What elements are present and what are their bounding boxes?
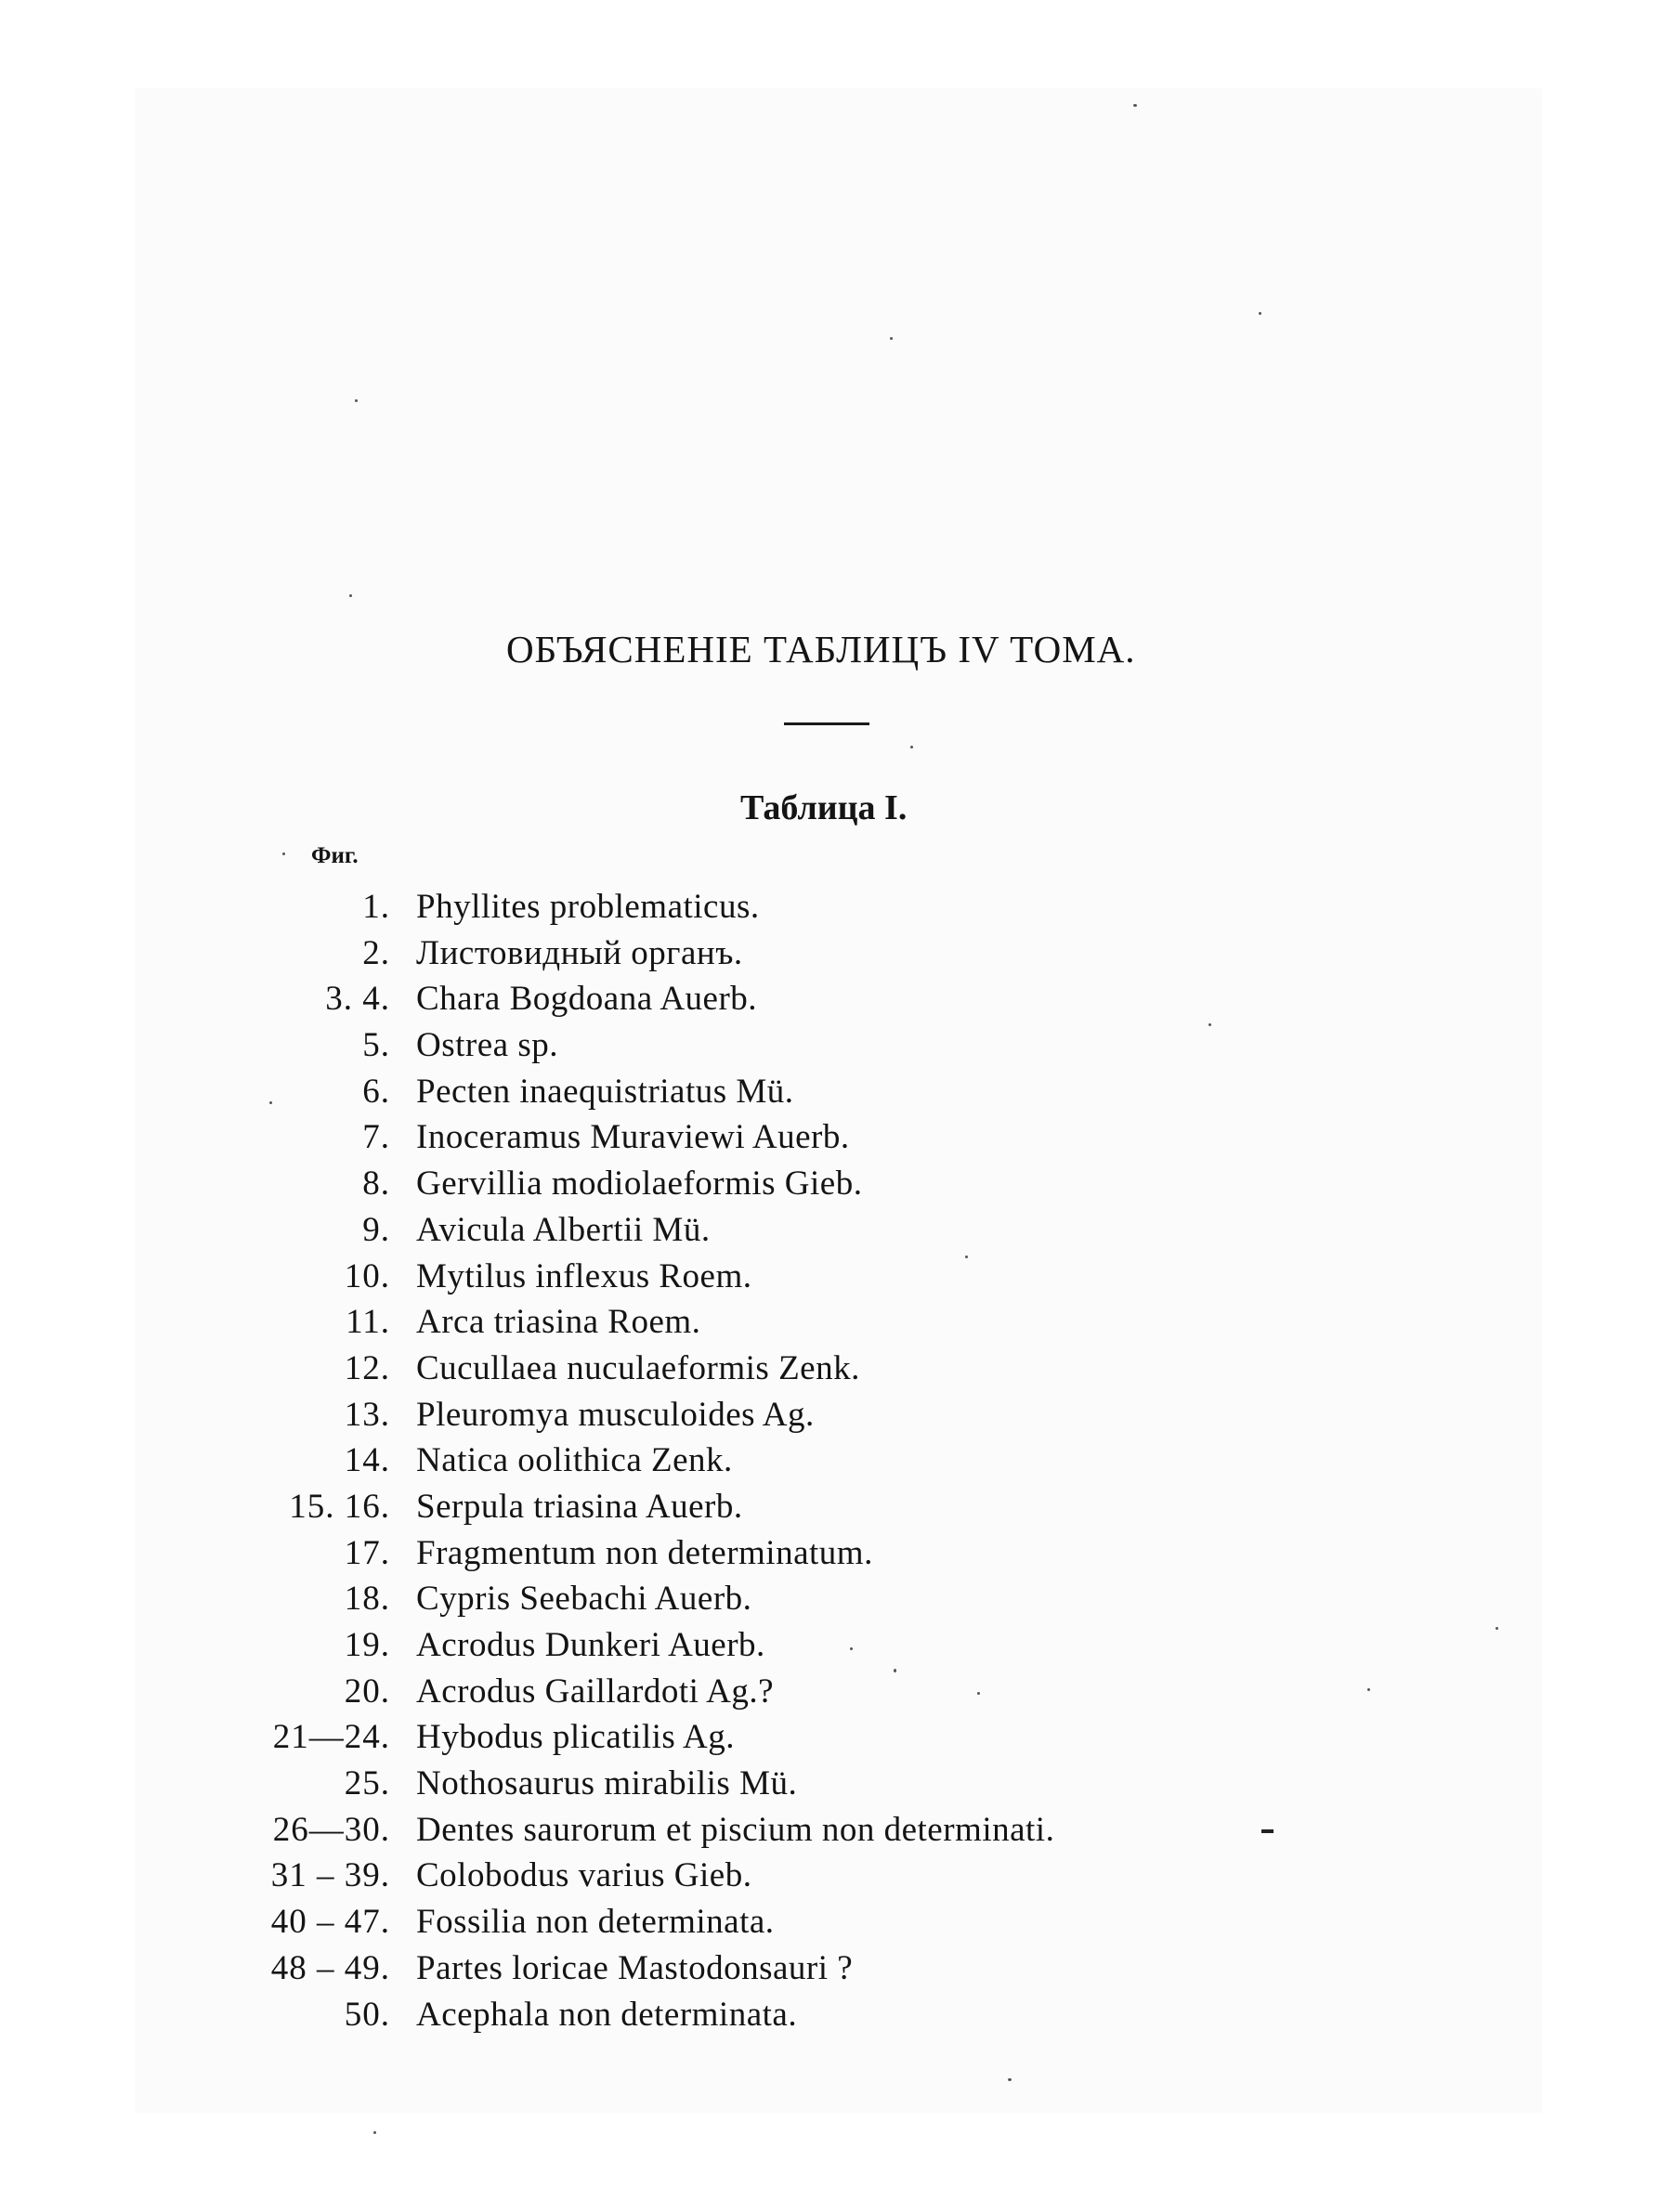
scan-speck (890, 337, 893, 340)
figure-entry (0, 1114, 1659, 1161)
scan-speck (282, 852, 285, 855)
margin-dash-mark (1261, 1829, 1274, 1833)
figure-number: 6. (362, 1072, 390, 1111)
figure-name: Fossilia non determinata. (416, 1903, 775, 1942)
figure-name: Inoceramus Muraviewi Auerb. (416, 1118, 850, 1157)
document-title: ОБЪЯСНЕНІЕ ТАБЛИЦЪ IV ТОМА. (506, 628, 1136, 670)
figure-number: 14. (344, 1441, 390, 1480)
scan-speck (269, 1101, 272, 1104)
scan-speck (373, 2131, 376, 2134)
figure-number: 18. (344, 1580, 390, 1619)
figure-entry (0, 1669, 1659, 1715)
figure-name: Pecten inaequistriatus Mü. (416, 1072, 794, 1111)
figure-number: 12. (344, 1348, 390, 1387)
figure-name: Chara Bogdoana Auerb. (416, 980, 758, 1019)
figure-name: Fragmentum non determinatum. (416, 1533, 873, 1572)
figure-entry (0, 1299, 1659, 1346)
scan-speck (894, 1669, 896, 1672)
figure-entry (0, 1530, 1659, 1577)
figure-abbreviation: Фиг. (311, 843, 359, 868)
figure-number: 1. (362, 888, 390, 926)
figure-name: Acephala non determinata. (416, 1995, 798, 2034)
figure-entry (0, 1992, 1659, 2038)
figure-number: 26—30. (272, 1810, 390, 1849)
figure-name: Ostrea sp. (416, 1026, 558, 1065)
figure-entry (0, 1022, 1659, 1069)
figure-name: Cypris Seebachi Auerb. (416, 1580, 752, 1619)
scan-speck (349, 594, 352, 597)
figure-number: 19. (344, 1626, 390, 1664)
figure-number: 10. (344, 1256, 390, 1295)
figure-name: Serpula triasina Auerb. (416, 1487, 743, 1526)
figure-number: 8. (362, 1165, 390, 1204)
figure-entry (0, 1161, 1659, 1207)
figure-name: Phyllites problematicus. (416, 888, 760, 926)
figure-entry (0, 1254, 1659, 1300)
figure-name: Natica oolithica Zenk. (416, 1441, 733, 1480)
figure-number: 31 – 39. (270, 1856, 390, 1895)
scan-speck (910, 746, 913, 748)
figure-number: 48 – 49. (270, 1948, 390, 1987)
figure-name: Листовидный органъ. (416, 933, 743, 972)
figure-entry (0, 1714, 1659, 1761)
scan-speck (1008, 2078, 1012, 2081)
figure-name: Colobodus varius Gieb. (416, 1856, 752, 1895)
figure-entry (0, 1069, 1659, 1115)
figure-number: 50. (344, 1995, 390, 2034)
figure-entry (0, 1899, 1659, 1945)
title-rule (784, 722, 869, 725)
figure-entry (0, 1438, 1659, 1484)
figure-number: 9. (362, 1210, 390, 1249)
figure-entry (0, 1484, 1659, 1530)
plate-heading: Таблица I. (740, 788, 908, 827)
figure-entry (0, 1945, 1659, 1992)
figure-entry (0, 1207, 1659, 1254)
figure-number: 17. (344, 1533, 390, 1572)
figure-name: Avicula Albertii Mü. (416, 1210, 711, 1249)
figure-entry (0, 930, 1659, 977)
figure-number: 5. (362, 1026, 390, 1065)
figure-number: 2. (362, 933, 390, 972)
figure-list (0, 884, 1659, 2037)
figure-entry (0, 1346, 1659, 1392)
figure-name: Hybodus plicatilis Ag. (416, 1718, 735, 1757)
figure-name: Partes loricae Mastodonsauri ? (416, 1948, 854, 1987)
figure-entry (0, 884, 1659, 930)
scan-speck (850, 1647, 853, 1650)
scan-speck (1133, 104, 1137, 107)
figure-name: Mytilus inflexus Roem. (416, 1256, 752, 1295)
figure-number: 20. (344, 1672, 390, 1711)
figure-number: 21—24. (272, 1718, 390, 1757)
scan-speck (1367, 1688, 1370, 1691)
scan-speck (1208, 1023, 1211, 1026)
figure-name: Acrodus Dunkeri Auerb. (416, 1626, 765, 1664)
figure-entry (0, 1576, 1659, 1622)
figure-name: Arca triasina Roem. (416, 1303, 701, 1342)
figure-entry (0, 1392, 1659, 1438)
figure-number: 25. (344, 1764, 390, 1803)
scan-speck (1496, 1627, 1498, 1630)
scan-speck (1259, 312, 1261, 315)
figure-number: 7. (362, 1118, 390, 1157)
figure-name: Nothosaurus mirabilis Mü. (416, 1764, 798, 1803)
figure-number: 15. 16. (289, 1487, 390, 1526)
scan-speck (965, 1256, 968, 1258)
figure-entry (0, 976, 1659, 1022)
figure-name: Acrodus Gaillardoti Ag.? (416, 1672, 774, 1711)
figure-number: 3. 4. (325, 980, 390, 1019)
scan-speck (977, 1692, 980, 1695)
figure-entry (0, 1761, 1659, 1807)
figure-name: Pleuromya musculoides Ag. (416, 1395, 815, 1434)
figure-number: 13. (344, 1395, 390, 1434)
figure-name: Dentes saurorum et piscium non determinati. (416, 1810, 1055, 1849)
figure-entry (0, 1853, 1659, 1899)
figure-name: Gervillia modiolaeformis Gieb. (416, 1165, 863, 1204)
figure-number: 40 – 47. (270, 1903, 390, 1942)
figure-entry (0, 1622, 1659, 1669)
figure-entry (0, 1807, 1659, 1854)
figure-number: 11. (346, 1303, 390, 1342)
scan-speck (355, 399, 358, 402)
figure-name: Cucullaea nuculaeformis Zenk. (416, 1348, 860, 1387)
